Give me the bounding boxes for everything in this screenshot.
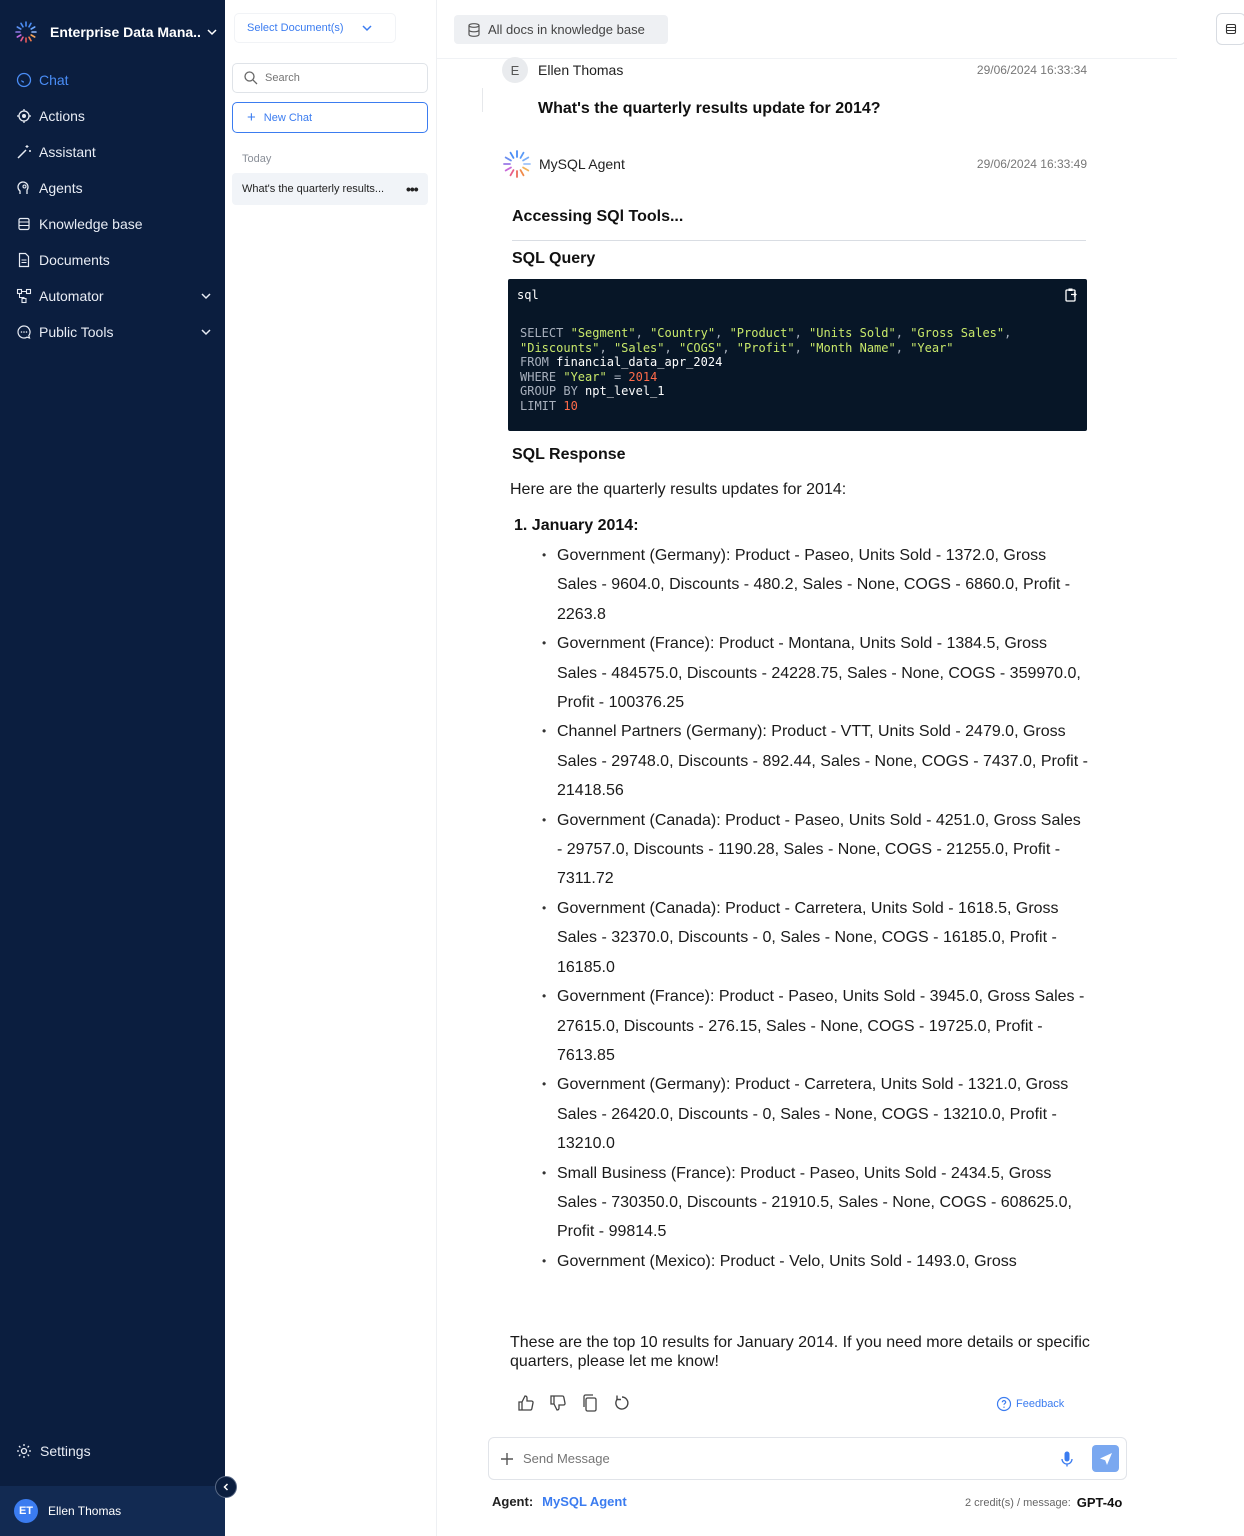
- code-keyword: SELECT: [520, 326, 564, 340]
- sidebar: [0, 0, 225, 1536]
- code-string: "Product": [729, 326, 795, 340]
- more-options-icon[interactable]: •••: [406, 181, 418, 197]
- workspace-name: Enterprise Data Mana..: [50, 24, 201, 40]
- database-icon: [15, 215, 33, 233]
- tool-status-heading: Accessing SQl Tools...: [512, 208, 684, 225]
- code-number: 10: [563, 398, 578, 413]
- sql-code-block: [508, 279, 1087, 431]
- code-string: "Gross Sales": [910, 326, 1005, 340]
- sidebar-item-label: Knowledge base: [39, 216, 143, 232]
- plus-icon: +: [247, 109, 256, 126]
- new-chat-button[interactable]: [232, 102, 428, 133]
- message-author: Ellen Thomas: [538, 62, 624, 78]
- document-icon: [15, 251, 33, 269]
- results-list: [540, 541, 1088, 1276]
- knowledge-scope-label: All docs in knowledge base: [488, 22, 645, 37]
- code-string: "Year": [910, 340, 954, 355]
- response-month-heading: 1. January 2014:: [514, 517, 639, 534]
- collapse-sidebar-button[interactable]: [215, 1476, 237, 1498]
- code-identifier: npt_level_1: [585, 384, 665, 399]
- document-select-label: Select Document(s): [247, 22, 344, 34]
- chat-icon: [15, 71, 33, 89]
- message-author: MySQL Agent: [539, 156, 625, 172]
- code-number: 2014: [628, 369, 658, 384]
- sidebar-item-public-tools[interactable]: [0, 314, 225, 350]
- avatar: ET: [14, 1499, 38, 1523]
- code-string: "Year": [563, 369, 607, 384]
- sidebar-item-chat[interactable]: [0, 62, 225, 98]
- list-item: • Government (Canada): Product - Paseo, Units Sold - 4251.0, Gross Sales - 29757.0, Discounts - 1190.28, Sales - None, COGS - 21255.0, Profit - 7311.72: [540, 806, 1088, 894]
- response-outro: These are the top 10 results for January 2014. If you need more details or specific quarters, please let me know!: [510, 1334, 1090, 1370]
- chevron-down-icon: [360, 21, 374, 35]
- settings-label: Settings: [40, 1443, 91, 1459]
- sidebar-item-automator[interactable]: [0, 278, 225, 314]
- credit-cost: 2 credit(s) / message:: [965, 1496, 1071, 1509]
- avatar: E: [502, 57, 528, 83]
- copy-icon[interactable]: [580, 1393, 600, 1413]
- send-button[interactable]: [1092, 1445, 1119, 1472]
- list-item: • Government (Germany): Product - Carretera, Units Sold - 1321.0, Gross Sales - 26420.0, Discounts - 0, Sales - None, COGS - 13210.0, Profit - 13210.0: [540, 1070, 1088, 1158]
- magic-wand-icon: [15, 143, 33, 161]
- sidebar-item-label: Documents: [39, 252, 110, 268]
- code-string: "Month Name": [809, 340, 896, 355]
- agent-message-header: [502, 149, 1087, 179]
- workspace-switcher[interactable]: [14, 18, 219, 46]
- list-item: • Government (Mexico): Product - Velo, Units Sold - 1493.0, Gross: [540, 1247, 1088, 1276]
- sidebar-item-label: Public Tools: [39, 324, 114, 340]
- code-operator: =: [613, 369, 622, 384]
- chevron-down-icon[interactable]: [199, 325, 213, 339]
- list-item: • Government (France): Product - Montana, Units Sold - 1384.5, Gross Sales - 484575.0, Discounts - 24228.75, Sales - None, COGS - 359970.0, Profit - 100376.25: [540, 629, 1088, 717]
- sidebar-item-agents[interactable]: [0, 170, 225, 206]
- model-selector[interactable]: GPT-4o: [1076, 1495, 1123, 1510]
- code-string: "Segment": [570, 326, 636, 340]
- chat-bubble-icon: [15, 323, 33, 341]
- code-keyword: LIMIT: [520, 398, 557, 413]
- message-timestamp: 29/06/2024 16:33:49: [976, 157, 1087, 171]
- sidebar-item-settings[interactable]: [15, 1442, 91, 1460]
- chevron-left-icon: [221, 1482, 231, 1492]
- chat-history-panel: [225, 0, 437, 1536]
- code-string: "Country": [650, 326, 716, 340]
- code-string: "COGS": [678, 340, 723, 355]
- credit-info: [965, 1495, 1122, 1510]
- database-icon: [1225, 23, 1237, 35]
- agent-indicator: [492, 1494, 627, 1509]
- response-intro: Here are the quarterly results updates for 2014:: [510, 481, 847, 498]
- sidebar-item-label: Actions: [39, 108, 85, 124]
- message-actions: [516, 1393, 644, 1413]
- knowledge-scope-chip[interactable]: [454, 15, 668, 44]
- microphone-icon[interactable]: [1058, 1450, 1076, 1468]
- message-composer: [488, 1437, 1127, 1480]
- sidebar-item-label: Agents: [39, 180, 83, 196]
- code-string: "Sales": [613, 340, 665, 355]
- search-icon: [243, 70, 259, 86]
- regenerate-icon[interactable]: [612, 1393, 632, 1413]
- feedback-link[interactable]: [996, 1396, 1064, 1412]
- chat-title: What's the quarterly results...: [242, 183, 385, 195]
- code-keyword: FROM: [520, 355, 549, 370]
- code-identifier: financial_data_apr_2024: [556, 355, 723, 370]
- sql-code: SELECT "Segment", "Country", "Product", "Units Sold", "Gross Sales", "Discounts", "Sales", "COGS", "Profit", "Month Name", "Year" FROM financial_data_apr_2024 WHERE "Year" = 2014 GROUP BY npt_level_1 LIMIT 10: [520, 326, 1012, 413]
- chat-search[interactable]: [232, 63, 428, 93]
- sidebar-item-label: Chat: [39, 72, 69, 88]
- copy-code-icon[interactable]: [1063, 287, 1079, 303]
- help-circle-icon: [996, 1396, 1012, 1412]
- agent-indicator-label: Agent:: [492, 1494, 534, 1509]
- code-language: sql: [517, 288, 539, 302]
- chevron-down-icon: [205, 25, 219, 39]
- database-icon: [466, 22, 482, 38]
- sql-response-heading: SQL Response: [512, 446, 626, 463]
- thumbs-down-icon[interactable]: [548, 1393, 568, 1413]
- brand-logo-icon: [14, 20, 38, 44]
- code-string: "Profit": [736, 340, 795, 355]
- sidebar-item-label: Automator: [39, 288, 104, 304]
- list-item: • Small Business (France): Product - Paseo, Units Sold - 2434.5, Gross Sales - 730350.0, Discounts - 21910.5, Sales - None, COGS - 608625.0, Profit - 99814.5: [540, 1159, 1088, 1247]
- search-input[interactable]: [265, 72, 415, 84]
- user-message-header: [502, 56, 1087, 84]
- sidebar-item-documents[interactable]: [0, 242, 225, 278]
- list-item: • Government (Germany): Product - Paseo, Units Sold - 1372.0, Gross Sales - 9604.0, Discounts - 480.2, Sales - None, COGS - 6860.0, Profit - 2263.8: [540, 541, 1088, 629]
- code-string: "Discounts": [520, 340, 600, 355]
- list-item: • Government (France): Product - Paseo, Units Sold - 3945.0, Gross Sales - 27615.0, Discounts - 276.15, Sales - None, COGS - 19725.0, Profit - 7613.85: [540, 982, 1088, 1070]
- message-timestamp: 29/06/2024 16:33:34: [976, 63, 1087, 77]
- agent-head-icon: [15, 179, 33, 197]
- chat-group-label: Today: [242, 153, 272, 165]
- code-keyword: WHERE: [520, 369, 557, 384]
- agent-logo-icon: [502, 149, 532, 179]
- code-keyword: GROUP BY: [520, 384, 578, 399]
- sidebar-item-label: Assistant: [39, 144, 96, 160]
- attach-plus-icon[interactable]: [499, 1451, 515, 1467]
- document-select[interactable]: [235, 14, 395, 42]
- user-question: What's the quarterly results update for 2014?: [538, 100, 881, 117]
- sidebar-nav: [0, 62, 225, 350]
- thread-line: [482, 88, 483, 112]
- sql-query-heading: SQL Query: [512, 250, 596, 267]
- user-profile[interactable]: [0, 1486, 225, 1536]
- user-name: Ellen Thomas: [48, 1504, 122, 1518]
- message-input[interactable]: [523, 1451, 1058, 1466]
- thumbs-up-icon[interactable]: [516, 1393, 536, 1413]
- sidebar-item-actions[interactable]: [0, 98, 225, 134]
- chevron-down-icon[interactable]: [199, 289, 213, 303]
- send-icon: [1098, 1451, 1114, 1467]
- list-item: • Channel Partners (Germany): Product - VTT, Units Sold - 2479.0, Gross Sales - 29748.0, Discounts - 892.44, Sales - None, COGS - 7437.0, Profit - 21418.56: [540, 717, 1088, 805]
- list-item: • Government (Canada): Product - Carretera, Units Sold - 1618.5, Gross Sales - 32370.0, Discounts - 0, Sales - None, COGS - 16185.0, Profit - 16185.0: [540, 894, 1088, 982]
- new-chat-label: New Chat: [263, 111, 313, 124]
- feedback-label: Feedback: [1016, 1398, 1065, 1410]
- chat-history-item[interactable]: [232, 173, 428, 205]
- code-string: "Units Sold": [809, 326, 896, 340]
- side-panel-toggle-button[interactable]: [1216, 13, 1244, 45]
- sidebar-item-assistant[interactable]: [0, 134, 225, 170]
- workflow-icon: [15, 287, 33, 305]
- agent-selector[interactable]: MySQL Agent: [542, 1494, 627, 1509]
- gear-icon: [15, 1442, 33, 1460]
- divider: [512, 240, 1086, 241]
- actions-icon: [15, 107, 33, 125]
- sidebar-item-knowledge-base[interactable]: [0, 206, 225, 242]
